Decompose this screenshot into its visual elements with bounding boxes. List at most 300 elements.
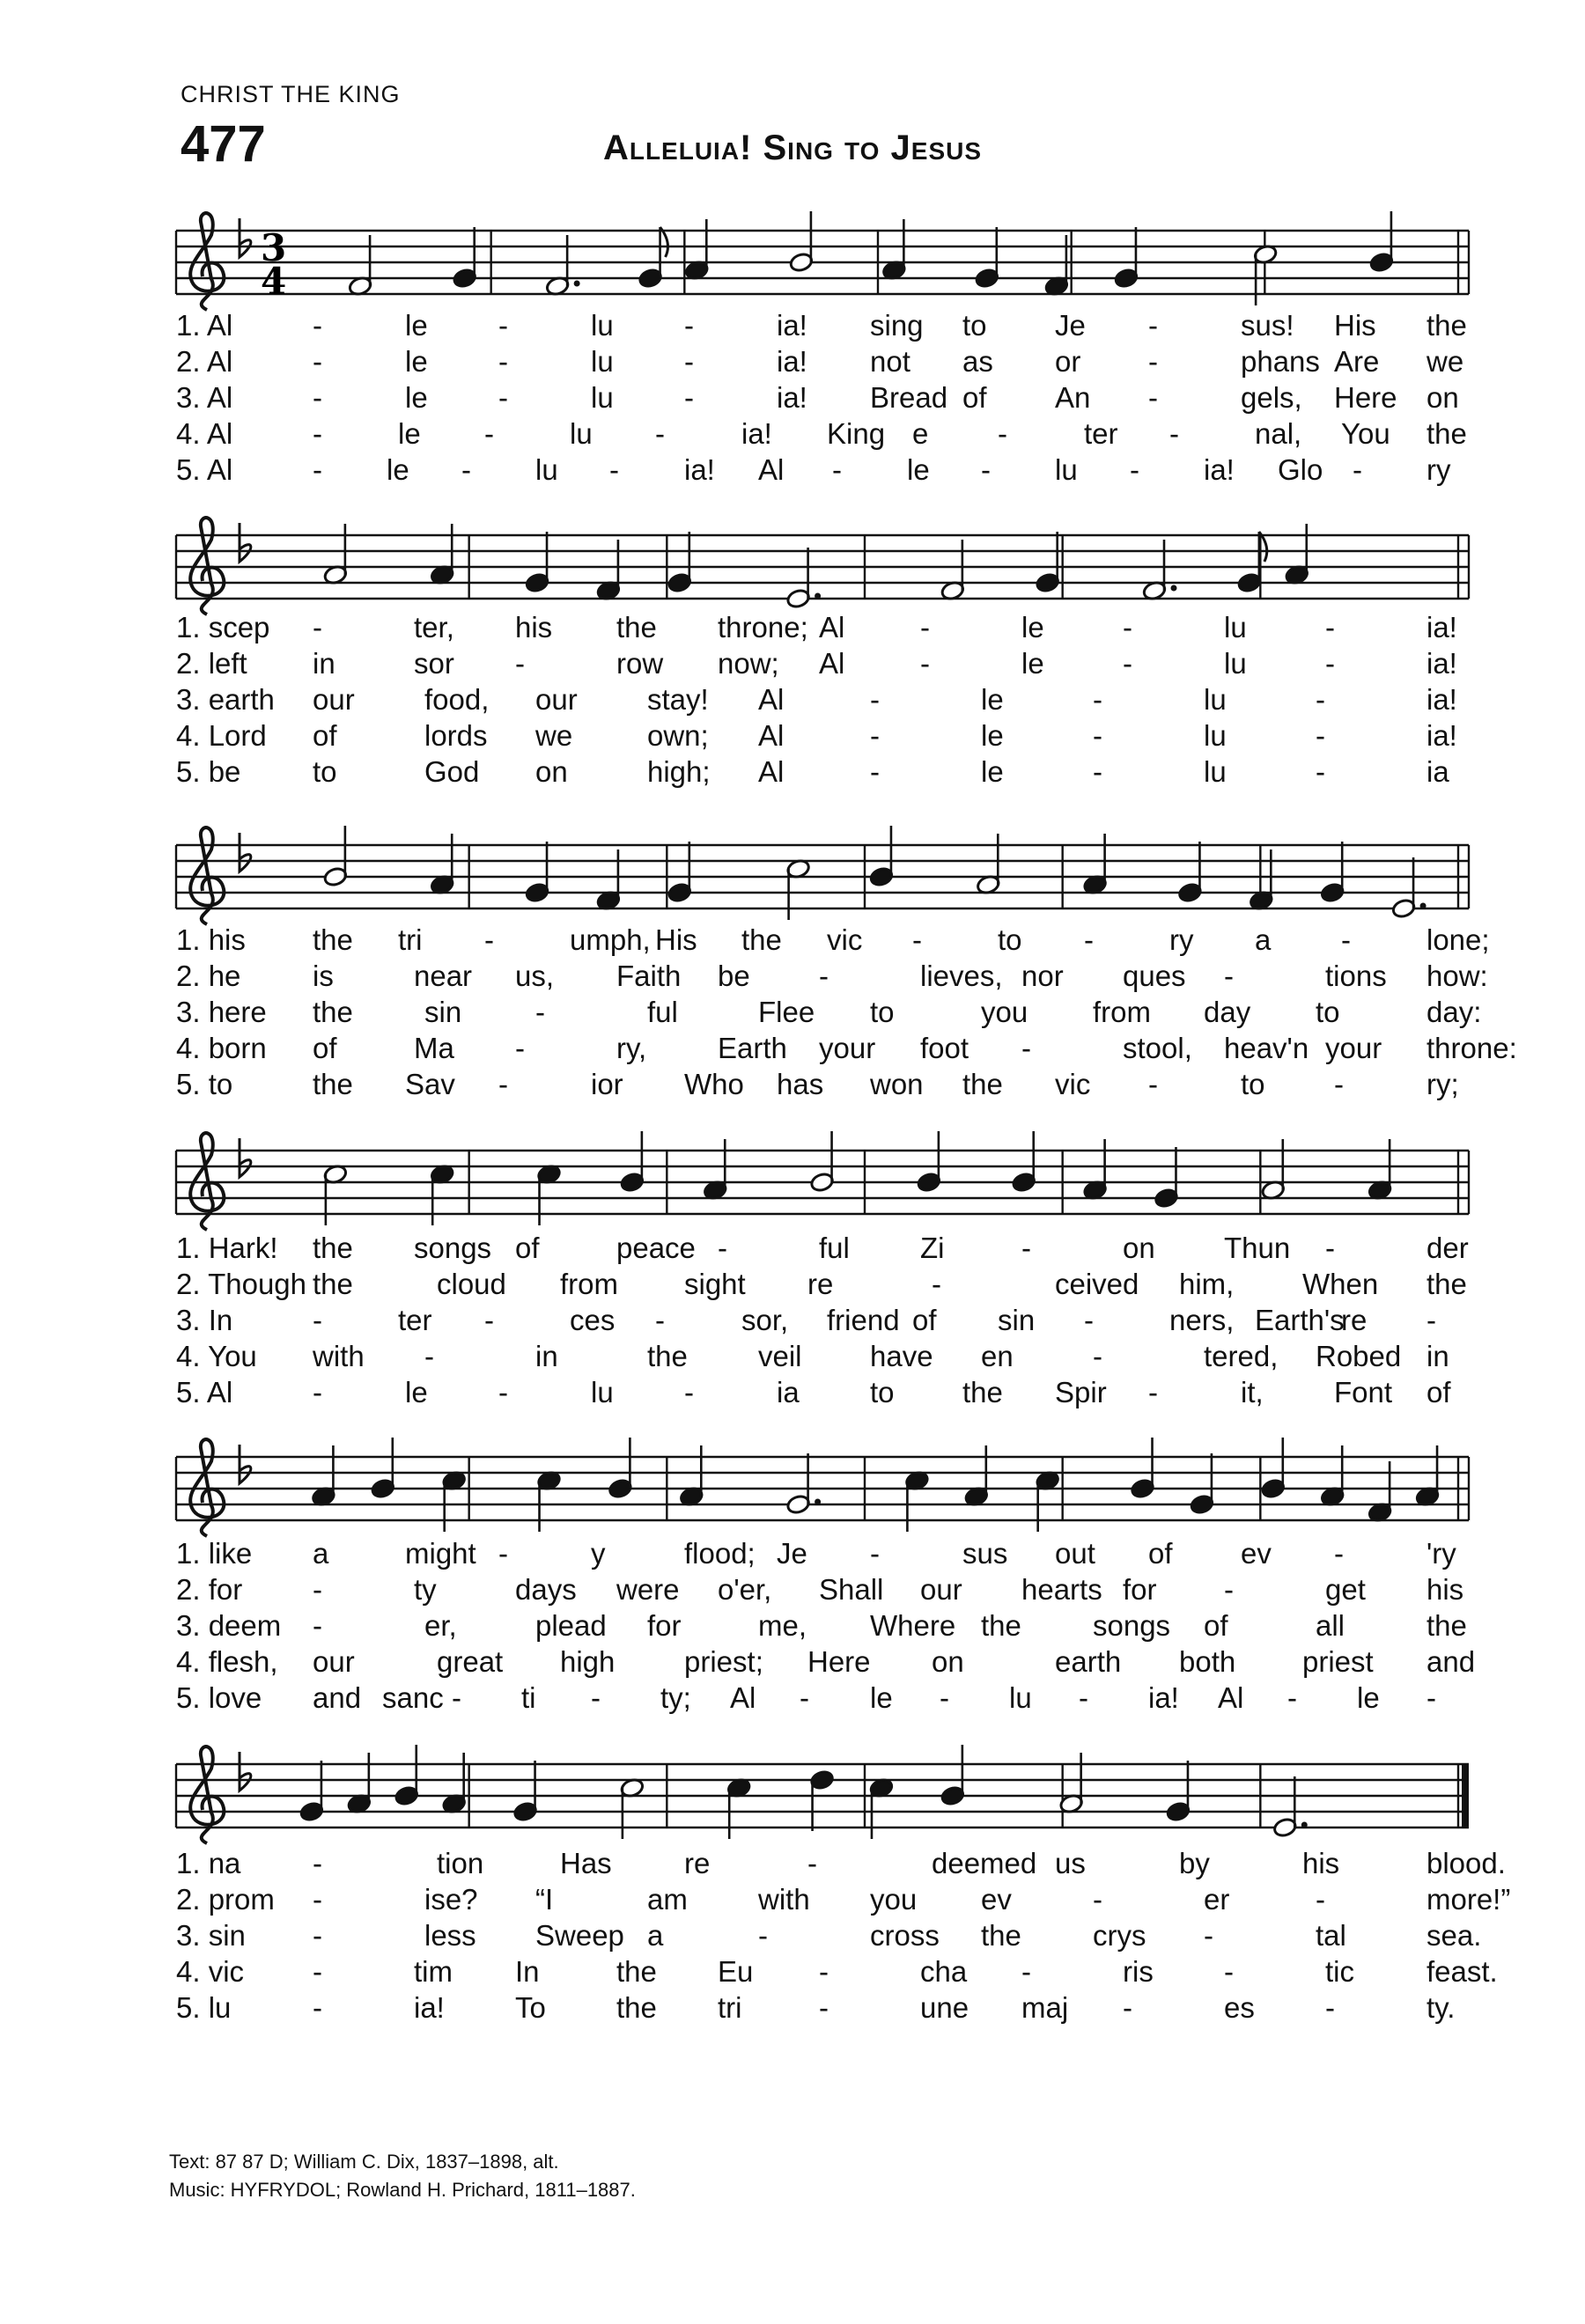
flat-icon bbox=[240, 1445, 251, 1483]
syllable: sanc bbox=[382, 1681, 444, 1714]
syllable: from bbox=[560, 1268, 618, 1300]
staff-system-2 bbox=[0, 500, 1585, 623]
syllable: tri bbox=[718, 1991, 742, 2024]
hyphen: - bbox=[1021, 1032, 1031, 1064]
syllable: Sweep bbox=[535, 1919, 624, 1952]
hyphen: - bbox=[498, 1068, 508, 1100]
verse-start-syllable: 5. to bbox=[176, 1068, 233, 1100]
hyphen: - bbox=[1426, 1681, 1436, 1714]
verse-start-syllable: 3. sin bbox=[176, 1919, 246, 1952]
syllable: ior bbox=[591, 1068, 623, 1100]
verse-start-syllable: 4. born bbox=[176, 1032, 267, 1064]
syllable: le bbox=[981, 719, 1004, 752]
syllable: crys bbox=[1093, 1919, 1146, 1952]
syllable: ces bbox=[570, 1304, 616, 1336]
verse-start-syllable: 3. deem bbox=[176, 1609, 282, 1642]
syllable: der bbox=[1426, 1232, 1469, 1264]
syllable: throne; bbox=[718, 611, 808, 644]
syllable: the bbox=[647, 1340, 688, 1372]
note-head bbox=[430, 524, 454, 585]
syllable: ty; bbox=[660, 1681, 691, 1714]
verse-start-syllable: 1. scep bbox=[176, 611, 270, 644]
flat-icon bbox=[240, 1752, 251, 1791]
hyphen: - bbox=[313, 309, 322, 342]
syllable: of bbox=[962, 381, 987, 414]
syllable: Al bbox=[1218, 1681, 1244, 1714]
verse-start-syllable: 2. left bbox=[176, 647, 247, 680]
hyphen: - bbox=[1123, 611, 1132, 644]
lyric-line bbox=[0, 344, 1585, 380]
syllable: le bbox=[387, 453, 409, 486]
hyphen: - bbox=[609, 453, 619, 486]
syllable: 'ry bbox=[1426, 1537, 1456, 1570]
hyphen: - bbox=[758, 1919, 768, 1952]
syllable: us, bbox=[515, 960, 555, 992]
syllable: Here bbox=[807, 1645, 871, 1678]
syllable: Flee bbox=[758, 996, 815, 1028]
note-head bbox=[1368, 1461, 1392, 1523]
note-head bbox=[904, 1470, 929, 1532]
staff-system-5 bbox=[0, 1422, 1585, 1545]
syllable: sing bbox=[870, 309, 924, 342]
syllable: lieves, bbox=[920, 960, 1003, 992]
hyphen: - bbox=[515, 647, 525, 680]
verse-start-syllable: 4. You bbox=[176, 1340, 257, 1372]
syllable: high; bbox=[647, 755, 711, 788]
syllable: the bbox=[741, 923, 782, 956]
verse-start-syllable: 2. he bbox=[176, 960, 241, 992]
syllable: re bbox=[807, 1268, 834, 1300]
syllable: a bbox=[647, 1919, 664, 1952]
note-head bbox=[726, 1777, 751, 1839]
syllable: sight bbox=[684, 1268, 746, 1300]
verse-start-syllable: 1. Al bbox=[176, 309, 233, 342]
syllable: to bbox=[1316, 996, 1340, 1028]
note-head bbox=[441, 1470, 466, 1532]
syllable: sor, bbox=[741, 1304, 789, 1336]
lyric-line bbox=[0, 1608, 1585, 1644]
syllable: be bbox=[718, 960, 750, 992]
syllable: Zi bbox=[920, 1232, 945, 1264]
hyphen: - bbox=[498, 309, 508, 342]
syllable: a bbox=[313, 1537, 329, 1570]
syllable: our bbox=[920, 1573, 962, 1606]
syllable: Font bbox=[1334, 1376, 1393, 1408]
syllable: the bbox=[1426, 309, 1467, 342]
lyric-line bbox=[0, 610, 1585, 646]
syllable: “I bbox=[535, 1883, 554, 1916]
note-head bbox=[1261, 1438, 1286, 1499]
hyphen: - bbox=[1325, 1232, 1335, 1264]
hyphen: - bbox=[1123, 1991, 1132, 2024]
syllable: Shall bbox=[819, 1573, 884, 1606]
syllable: tered, bbox=[1204, 1340, 1279, 1372]
note-head bbox=[703, 1139, 727, 1201]
syllable: the bbox=[962, 1376, 1003, 1408]
syllable: all bbox=[1316, 1609, 1345, 1642]
syllable: priest; bbox=[684, 1645, 763, 1678]
verse-start-syllable: 1. like bbox=[176, 1537, 253, 1570]
flat-icon bbox=[240, 833, 251, 872]
note-head bbox=[545, 235, 580, 297]
syllable: sus! bbox=[1241, 309, 1294, 342]
syllable: you bbox=[870, 1883, 918, 1916]
syllable: Faith bbox=[616, 960, 682, 992]
syllable: ful bbox=[647, 996, 678, 1028]
syllable: ev bbox=[981, 1883, 1012, 1916]
hyphen: - bbox=[1353, 453, 1362, 486]
syllable: er, bbox=[424, 1609, 457, 1642]
hyphen: - bbox=[1093, 755, 1102, 788]
syllable: Has bbox=[560, 1847, 612, 1879]
syllable: sor bbox=[414, 647, 454, 680]
lyric-line bbox=[0, 1303, 1585, 1339]
syllable: day bbox=[1204, 996, 1251, 1028]
syllable: for bbox=[1123, 1573, 1157, 1606]
syllable: An bbox=[1055, 381, 1091, 414]
hyphen: - bbox=[1093, 683, 1102, 716]
syllable: lords bbox=[424, 719, 488, 752]
note-head bbox=[323, 524, 348, 585]
hyphen: - bbox=[912, 923, 922, 956]
syllable: has bbox=[777, 1068, 824, 1100]
lyric-line bbox=[0, 1954, 1585, 1990]
syllable: une bbox=[920, 1991, 969, 2024]
syllable: hearts bbox=[1021, 1573, 1102, 1606]
note-head bbox=[940, 540, 965, 601]
syllable: the bbox=[1426, 417, 1467, 450]
hyphen: - bbox=[1021, 1955, 1031, 1988]
syllable: blood. bbox=[1426, 1847, 1506, 1879]
syllable: the bbox=[313, 1232, 353, 1264]
syllable: our bbox=[313, 683, 355, 716]
syllable: Are bbox=[1334, 345, 1380, 378]
note-head bbox=[1415, 1445, 1440, 1507]
note-head bbox=[1044, 235, 1069, 297]
syllable: es bbox=[1224, 1991, 1255, 2024]
note-head bbox=[1261, 1139, 1286, 1201]
lyric-line bbox=[0, 1375, 1585, 1411]
syllable: to bbox=[313, 755, 337, 788]
syllable: When bbox=[1302, 1268, 1379, 1300]
syllable: ners, bbox=[1169, 1304, 1235, 1336]
staff-system-3 bbox=[0, 810, 1585, 933]
lyric-line bbox=[0, 1572, 1585, 1608]
syllable: nor bbox=[1021, 960, 1064, 992]
note-head bbox=[453, 227, 477, 289]
hyphen: - bbox=[313, 1573, 322, 1606]
syllable: peace bbox=[616, 1232, 696, 1264]
syllable: the bbox=[616, 1955, 657, 1988]
note-head bbox=[789, 211, 814, 273]
hyphen: - bbox=[313, 1376, 322, 1408]
syllable: sin bbox=[998, 1304, 1036, 1336]
syllable: or bbox=[1055, 345, 1081, 378]
syllable: lu bbox=[1204, 683, 1227, 716]
syllable: veil bbox=[758, 1340, 802, 1372]
note-head bbox=[596, 540, 621, 601]
syllable: both bbox=[1179, 1645, 1236, 1678]
syllable: e bbox=[912, 417, 929, 450]
hyphen: - bbox=[313, 1991, 322, 2024]
hyphen: - bbox=[313, 453, 322, 486]
syllable: ia! bbox=[777, 309, 807, 342]
lyric-line bbox=[0, 1536, 1585, 1572]
hyphen: - bbox=[1325, 611, 1335, 644]
hyphen: - bbox=[807, 1847, 817, 1879]
syllable: from bbox=[1093, 996, 1151, 1028]
syllable: stay! bbox=[647, 683, 709, 716]
syllable: phans bbox=[1241, 345, 1320, 378]
syllable: ia bbox=[1426, 755, 1449, 788]
note-head bbox=[1012, 1131, 1036, 1193]
hyphen: - bbox=[591, 1681, 601, 1714]
syllable: to bbox=[870, 1376, 895, 1408]
syllable: re bbox=[1341, 1304, 1368, 1336]
syllable: maj bbox=[1021, 1991, 1069, 2024]
hyphen: - bbox=[313, 381, 322, 414]
syllable: er bbox=[1204, 1883, 1230, 1916]
syllable: the bbox=[981, 1919, 1021, 1952]
syllable: priest bbox=[1302, 1645, 1374, 1678]
syllable: ia! bbox=[684, 453, 715, 486]
syllable: the bbox=[313, 1268, 353, 1300]
hyphen: - bbox=[1204, 1919, 1213, 1952]
text-credit: Text: 87 87 D; William C. Dix, 1837–1898, alt. bbox=[169, 2151, 559, 2173]
syllable: songs bbox=[1093, 1609, 1171, 1642]
hyphen: - bbox=[832, 453, 842, 486]
hyphen: - bbox=[313, 611, 322, 644]
hyphen: - bbox=[1316, 755, 1325, 788]
final-bar-line bbox=[1462, 1764, 1469, 1828]
note-head bbox=[620, 1131, 645, 1193]
lyric-line bbox=[0, 754, 1585, 791]
hyphen: - bbox=[1316, 719, 1325, 752]
syllable: lu bbox=[591, 1376, 614, 1408]
syllable: ris bbox=[1123, 1955, 1154, 1988]
syllable: we bbox=[535, 719, 573, 752]
syllable: lu bbox=[570, 417, 593, 450]
hyphen: - bbox=[920, 611, 930, 644]
syllable: on bbox=[535, 755, 568, 788]
syllable: le bbox=[907, 453, 930, 486]
syllable: flood; bbox=[684, 1537, 756, 1570]
syllable: by bbox=[1179, 1847, 1210, 1879]
credits bbox=[169, 2148, 636, 2204]
syllable: the bbox=[616, 611, 657, 644]
hyphen: - bbox=[718, 1232, 727, 1264]
syllable: him, bbox=[1179, 1268, 1235, 1300]
syllable: Bread bbox=[870, 381, 948, 414]
syllable: on bbox=[1426, 381, 1459, 414]
hyphen: - bbox=[870, 719, 880, 752]
note-head bbox=[785, 858, 810, 920]
hyphen: - bbox=[1148, 1376, 1158, 1408]
lyric-line bbox=[0, 452, 1585, 489]
syllable: lu bbox=[1204, 719, 1227, 752]
time-signature-top: 3 bbox=[261, 226, 287, 269]
syllable: you bbox=[981, 996, 1028, 1028]
syllable: am bbox=[647, 1883, 688, 1916]
syllable: le bbox=[405, 309, 428, 342]
hyphen: - bbox=[655, 1304, 665, 1336]
lyrics-block-6 bbox=[0, 1846, 1585, 2026]
staff-system-4 bbox=[0, 1115, 1585, 1239]
syllable: vic bbox=[1055, 1068, 1091, 1100]
hyphen: - bbox=[313, 417, 322, 450]
syllable: sus bbox=[962, 1537, 1008, 1570]
syllable: near bbox=[414, 960, 473, 992]
verse-start-syllable: 2. for bbox=[176, 1573, 243, 1606]
syllable: lu bbox=[1009, 1681, 1032, 1714]
syllable: ter bbox=[1084, 417, 1118, 450]
hyphen: - bbox=[484, 417, 494, 450]
lyric-line bbox=[0, 959, 1585, 995]
hyphen: - bbox=[1334, 1068, 1344, 1100]
note-head bbox=[667, 532, 692, 593]
syllable: plead bbox=[535, 1609, 607, 1642]
flat-icon bbox=[240, 523, 251, 562]
syllable: tri bbox=[398, 923, 423, 956]
syllable: now; bbox=[718, 647, 779, 680]
syllable: of bbox=[1426, 1376, 1451, 1408]
hyphen: - bbox=[1148, 309, 1158, 342]
syllable: sea. bbox=[1426, 1919, 1482, 1952]
note-head bbox=[311, 1445, 335, 1507]
hymn-number: 477 bbox=[181, 115, 266, 173]
syllable: Eu bbox=[718, 1955, 754, 1988]
lyric-line bbox=[0, 1031, 1585, 1067]
hyphen: - bbox=[819, 960, 829, 992]
syllable: King bbox=[827, 417, 886, 450]
hyphen: - bbox=[870, 683, 880, 716]
syllable: ia! bbox=[1148, 1681, 1179, 1714]
syllable: of bbox=[313, 719, 337, 752]
note-head bbox=[809, 1131, 834, 1193]
syllable: tions bbox=[1325, 960, 1387, 992]
syllable: sin bbox=[424, 996, 462, 1028]
syllable: Je bbox=[777, 1537, 807, 1570]
syllable: gels, bbox=[1241, 381, 1302, 414]
hyphen: - bbox=[932, 1268, 941, 1300]
syllable: Al bbox=[758, 683, 785, 716]
hyphen: - bbox=[998, 417, 1007, 450]
syllable: days bbox=[515, 1573, 577, 1606]
syllable: le bbox=[398, 417, 421, 450]
note-head bbox=[1369, 211, 1394, 273]
hyphen: - bbox=[1334, 1537, 1344, 1570]
syllable: of bbox=[1148, 1537, 1173, 1570]
syllable: to bbox=[962, 309, 987, 342]
note-head bbox=[1368, 1139, 1392, 1201]
syllable: Who bbox=[684, 1068, 744, 1100]
hyphen: - bbox=[313, 1883, 322, 1916]
note-head bbox=[525, 842, 549, 903]
note-head bbox=[1154, 1147, 1178, 1209]
note-head bbox=[881, 219, 906, 281]
hyphen: - bbox=[498, 345, 508, 378]
time-signature-bottom: 4 bbox=[261, 260, 287, 303]
syllable: as bbox=[962, 345, 993, 378]
verse-start-syllable: 3. In bbox=[176, 1304, 233, 1336]
note-head bbox=[684, 219, 709, 281]
flat-icon bbox=[240, 218, 251, 257]
syllable: Al bbox=[819, 647, 845, 680]
syllable: lu bbox=[591, 345, 614, 378]
hyphen: - bbox=[1341, 923, 1351, 956]
note-head bbox=[371, 1438, 395, 1499]
syllable: with bbox=[313, 1340, 365, 1372]
note-head bbox=[512, 1761, 537, 1822]
syllable: tion bbox=[437, 1847, 484, 1879]
lyric-line bbox=[0, 923, 1585, 959]
syllable: umph, bbox=[570, 923, 651, 956]
hyphen: - bbox=[684, 1376, 694, 1408]
note-head bbox=[667, 842, 692, 903]
hyphen: - bbox=[1093, 1883, 1102, 1916]
note-head bbox=[323, 826, 348, 887]
hyphen: - bbox=[313, 1304, 322, 1336]
music-credit: Music: HYFRYDOL; Rowland H. Prichard, 1811–1887. bbox=[169, 2179, 636, 2201]
syllable: his bbox=[515, 611, 553, 644]
syllable: re bbox=[684, 1847, 711, 1879]
syllable: on bbox=[1123, 1232, 1155, 1264]
hyphen: - bbox=[313, 1847, 322, 1879]
lyric-line bbox=[0, 1990, 1585, 2026]
syllable: lu bbox=[1224, 647, 1247, 680]
verse-start-syllable: 5. love bbox=[176, 1681, 262, 1714]
note-head bbox=[323, 1164, 348, 1225]
syllable: to bbox=[1241, 1068, 1265, 1100]
syllable: the bbox=[962, 1068, 1003, 1100]
lyric-line bbox=[0, 1882, 1585, 1918]
syllable: throne: bbox=[1426, 1032, 1517, 1064]
syllable: Robed bbox=[1316, 1340, 1402, 1372]
syllable: your bbox=[819, 1032, 876, 1064]
note-head bbox=[1082, 1139, 1107, 1201]
syllable: tic bbox=[1325, 1955, 1354, 1988]
syllable: Earth bbox=[718, 1032, 787, 1064]
hyphen: - bbox=[684, 381, 694, 414]
syllable: ia! bbox=[741, 417, 772, 450]
hyphen: - bbox=[684, 345, 694, 378]
syllable: in bbox=[1426, 1340, 1449, 1372]
verse-start-syllable: 4. vic bbox=[176, 1955, 245, 1988]
syllable: le bbox=[405, 381, 428, 414]
hymn-title: Alleluia! Sing to Jesus bbox=[602, 129, 983, 167]
verse-start-syllable: 2. prom bbox=[176, 1883, 275, 1916]
syllable: on bbox=[932, 1645, 964, 1678]
syllable: lone; bbox=[1426, 923, 1490, 956]
syllable: friend bbox=[827, 1304, 900, 1336]
note-head bbox=[1114, 227, 1139, 289]
note-head bbox=[1082, 834, 1107, 895]
hyphen: - bbox=[1130, 453, 1139, 486]
syllable: the bbox=[1426, 1609, 1467, 1642]
syllable: to bbox=[998, 923, 1022, 956]
hyphen: - bbox=[424, 1340, 434, 1372]
syllable: lu bbox=[591, 381, 614, 414]
syllable: less bbox=[424, 1919, 476, 1952]
staff-system-6 bbox=[0, 1729, 1585, 1852]
verse-start-syllable: 1. Hark! bbox=[176, 1232, 278, 1264]
hyphen: - bbox=[1123, 647, 1132, 680]
note-head bbox=[869, 826, 894, 887]
syllable: it, bbox=[1241, 1376, 1264, 1408]
syllable: won bbox=[870, 1068, 924, 1100]
syllable: ia! bbox=[1426, 683, 1457, 716]
note-head bbox=[536, 1164, 561, 1225]
